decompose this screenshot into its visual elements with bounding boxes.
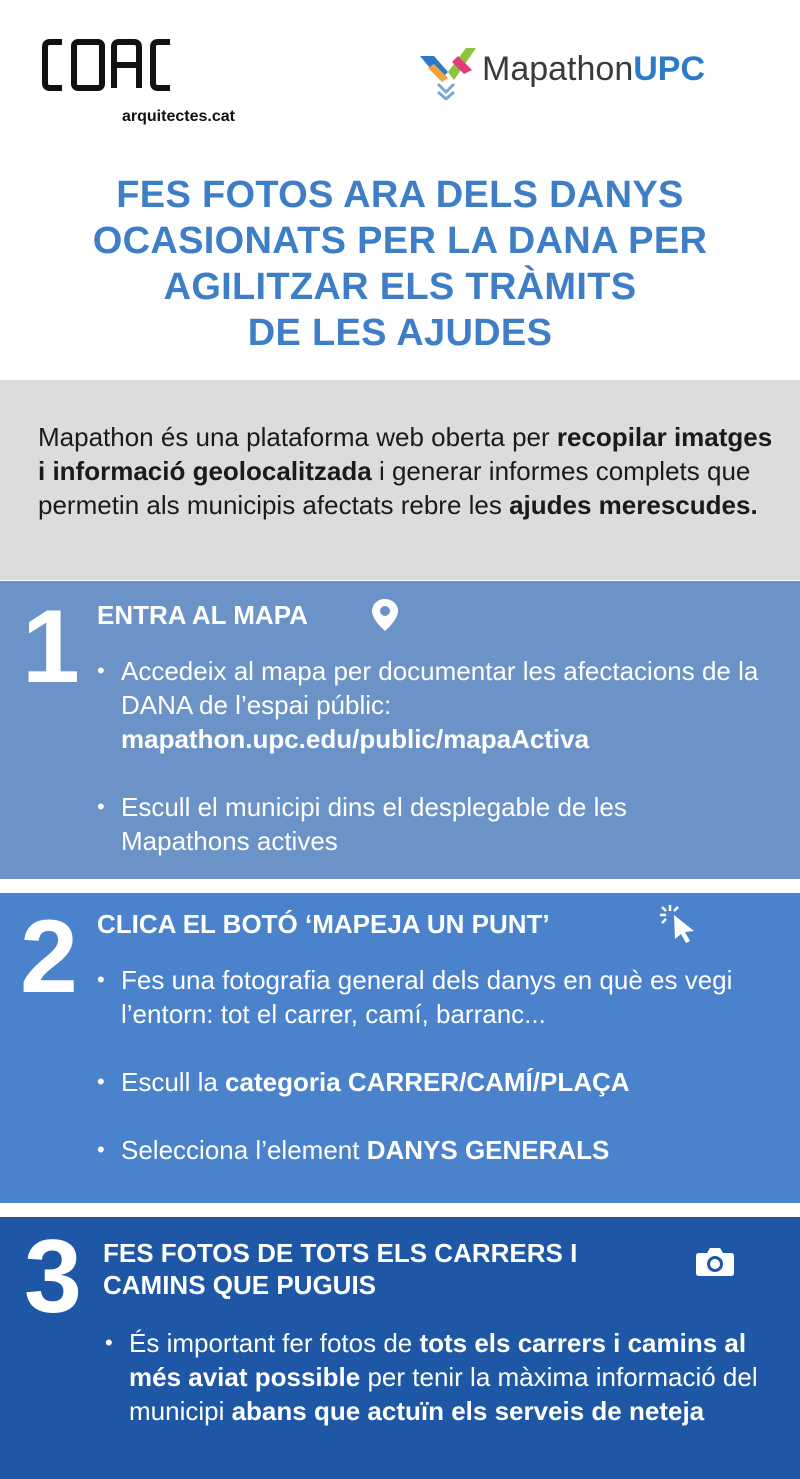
step-number: 1	[22, 589, 80, 705]
step-3-panel	[0, 1217, 800, 1479]
coac-logo	[42, 38, 194, 92]
cursor-click-icon	[658, 903, 700, 943]
step-number: 3	[24, 1219, 82, 1335]
camera-icon	[695, 1245, 735, 1277]
coac-subtitle: arquitectes.cat	[122, 108, 235, 125]
list-item: • Selecciona l’element DANYS GENERALS	[121, 1133, 771, 1167]
list-item: • És important fer fotos de tots els carrers i camins al més aviat possible per tenir la màxima informació del municipi abans que actuïn els serveis de neteja	[129, 1326, 759, 1428]
list-item: • Escull el municipi dins el desplegable de les Mapathons actives	[121, 790, 761, 858]
intro-text: Mapathon és una plataforma web oberta per recopilar imatges i informació geolocalitzada i generar informes complets que permetin als municipis afectats rebre les ajudes merescudes.	[38, 422, 773, 520]
step-number: 2	[20, 899, 78, 1015]
list-item: • Escull la categoria CARRER/CAMÍ/PLAÇA	[121, 1065, 771, 1099]
map-pin-icon	[370, 597, 400, 633]
step-heading: FES FOTOS DE TOTS ELS CARRERS I CAMINS QUE PUGUIS	[103, 1238, 578, 1300]
map-link[interactable]: mapathon.upc.edu/public/mapaActiva	[121, 724, 590, 754]
list-item: • Fes una fotografia general dels danys en què es vegi l’entorn: tot el carrer, camí, barranc...	[121, 963, 771, 1031]
header	[0, 0, 800, 380]
list-item: • Accedeix al mapa per documentar les afectacions de la DANA de l’espai públic: mapathon.upc.edu/public/mapaActiva	[121, 654, 761, 756]
step-2-panel	[0, 893, 800, 1203]
intro-panel	[0, 380, 800, 580]
step-1-panel	[0, 581, 800, 879]
step-heading: CLICA EL BOTÓ ‘MAPEJA UN PUNT’	[97, 909, 550, 939]
mapathon-logo-icon	[418, 42, 478, 100]
mapathon-wordmark: MapathonUPC	[482, 50, 706, 88]
page-title: FES FOTOS ARA DELS DANYS OCASIONATS PER LA DANA PER AGILITZAR ELS TRÀMITS DE LES AJUDES	[92, 174, 708, 354]
step-heading: ENTRA AL MAPA	[97, 600, 308, 630]
